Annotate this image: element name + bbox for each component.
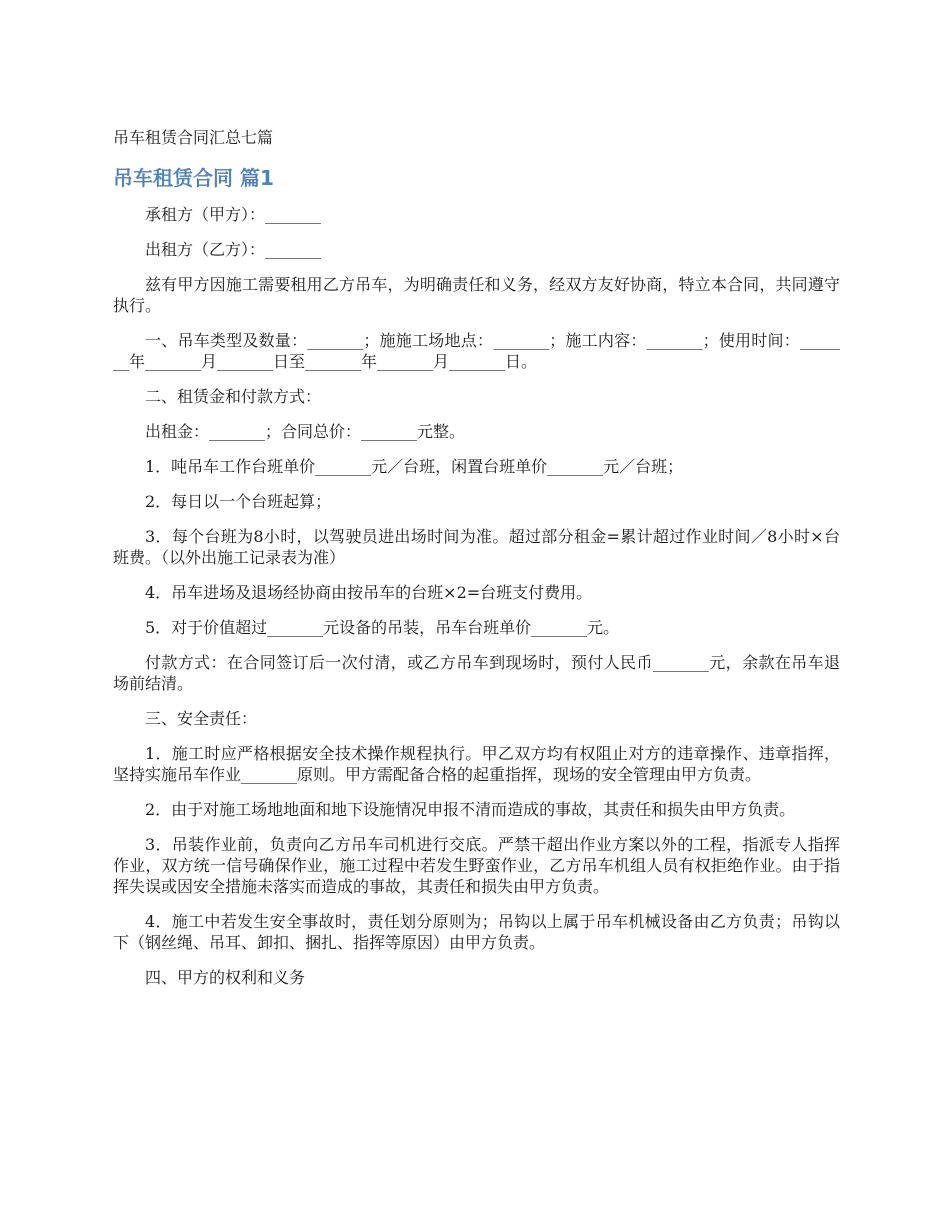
paragraph-preamble: 兹有甲方因施工需要租用乙方吊车，为明确责任和义务，经双方友好协商，特立本合同，共同遵守执行。 <box>113 275 840 315</box>
paragraph-safety-item-3: 3．吊装作业前，负责向乙方吊车司机进行交底。严禁干超出作业方案以外的工程，指派专人指挥作业，双方统一信号确保作业，施工过程中若发生野蛮作业，乙方吊车机组人员有权拒绝作业。由于指挥失误或因安全措施未落实而造成的事故，其责任和损失由甲方负责。 <box>113 835 840 896</box>
paragraph-payment-method: 付款方式：在合同签订后一次付清，或乙方吊车到现场时，预付人民币_______元，余款在吊车退场前结清。 <box>113 653 840 693</box>
paragraph-safety-heading: 三、安全责任： <box>145 709 258 728</box>
paragraph-crane-type: 一、吊车类型及数量：_______；施施工场地点：_______；施工内容：_______；使用时间：_______年_______月_______日至_______年_______月_______日。 <box>113 331 840 371</box>
paragraph-lessee: 承租方（甲方）：_______ <box>145 205 322 224</box>
paragraph-rent-item-2: 2．每日以一个台班起算； <box>145 492 332 511</box>
section-heading: 吊车租赁合同 篇1 <box>113 166 274 190</box>
paragraph-lessor: 出租方（乙方）：_______ <box>145 240 322 259</box>
document-body <box>113 204 840 1002</box>
paragraph-safety-item-1: 1．施工时应严格根据安全技术操作规程执行。甲乙双方均有权阻止对方的违章操作、违章指挥，坚持实施吊车作业_______原则。甲方需配备合格的起重指挥，现场的安全管理由甲方负责。 <box>113 744 840 784</box>
paragraph-safety-item-2: 2．由于对施工场地地面和地下设施情况申报不清而造成的事故，其责任和损失由甲方负责。 <box>145 800 796 819</box>
paragraph-rent-item-1: 1．吨吊车工作台班单价_______元／台班，闲置台班单价_______元／台班； <box>145 457 684 476</box>
paragraph-party-a-rights-heading: 四、甲方的权利和义务 <box>145 968 306 987</box>
paragraph-rent-item-3: 3．每个台班为8小时，以驾驶员进出场时间为准。超过部分租金=累计超过作业时间／8小时×台班费。（以外出施工记录表为准） <box>113 527 840 567</box>
paragraph-rent-heading: 二、租赁金和付款方式： <box>145 387 322 406</box>
paragraph-safety-item-4: 4．施工中若发生安全事故时，责任划分原则为；吊钩以上属于吊车机械设备由乙方负责；吊钩以下（钢丝绳、吊耳、卸扣、捆扎、指挥等原因）由甲方负责。 <box>113 912 840 952</box>
paragraph-rent-item-4: 4．吊车进场及退场经协商由按吊车的台班×2=台班支付费用。 <box>145 583 593 602</box>
document-title: 吊车租赁合同汇总七篇 <box>113 128 274 147</box>
paragraph-rent-item-5: 5．对于价值超过_______元设备的吊装，吊车台班单价_______元。 <box>145 618 620 637</box>
paragraph-rent-amount: 出租金：_______；合同总价：_______元整。 <box>145 422 466 441</box>
